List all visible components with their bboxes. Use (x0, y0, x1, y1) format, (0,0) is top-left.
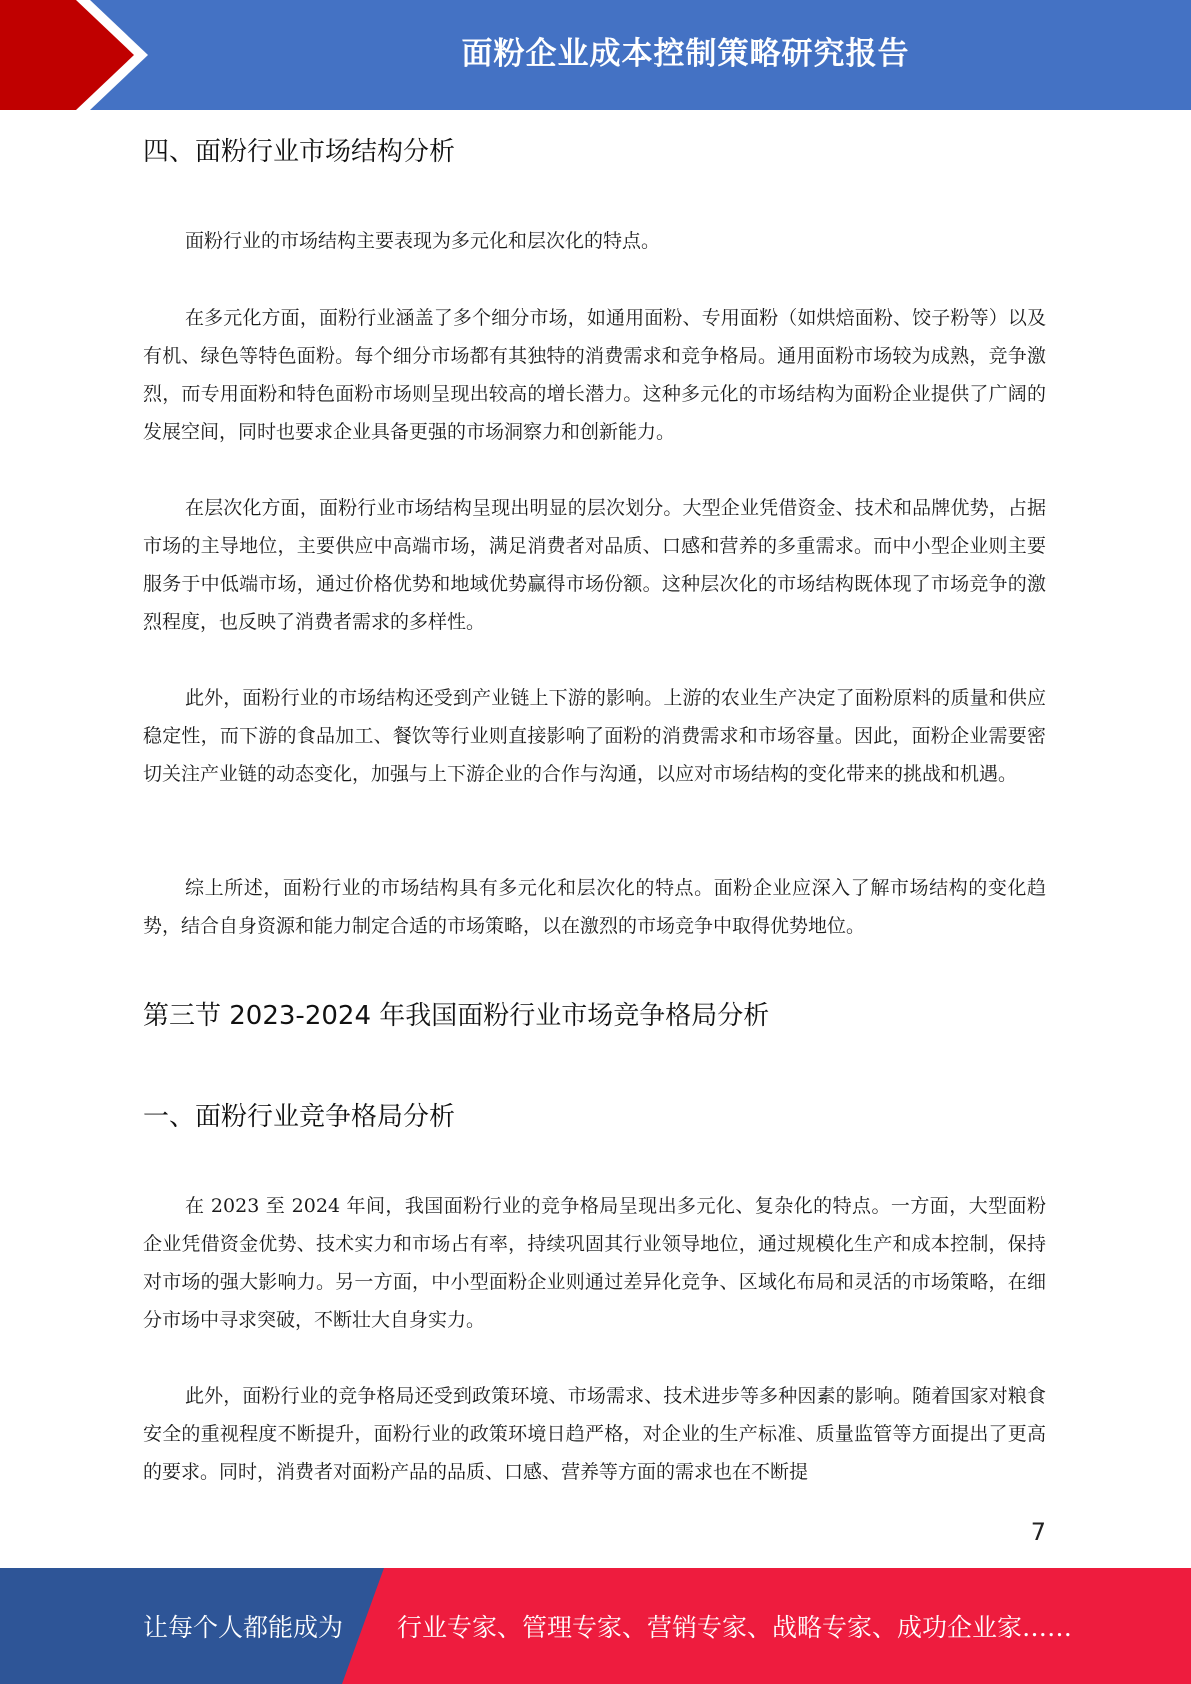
page-footer (0, 1568, 1191, 1684)
paragraph-competition-factors: 此外，面粉行业的竞争格局还受到政策环境、市场需求、技术进步等多种因素的影响。随着国家对粮食安全的重视程度不断提升，面粉行业的政策环境日趋严格，对企业的生产标准、质量监管等方面提出了更高的要求。同时，消费者对面粉产品的品质、口感、营养等方面的需求也在不断提 (143, 1385, 1046, 1483)
footer-slogan-left: 让每个人都能成为 (143, 1613, 344, 1642)
section-heading-competition-2023-2024: 第三节 2023-2024 年我国面粉行业市场竞争格局分析 (143, 1001, 770, 1031)
paragraph-supply-chain: 此外，面粉行业的市场结构还受到产业链上下游的影响。上游的农业生产决定了面粉原料的质量和供应稳定性，而下游的食品加工、餐饮等行业则直接影响了面粉的消费需求和市场容量。因此，面粉企业需要密切关注产业链的动态变化，加强与上下游企业的合作与沟通，以应对市场结构的变化带来的挑战和机遇。 (143, 687, 1046, 785)
section-heading-market-structure: 四、面粉行业市场结构分析 (143, 137, 456, 167)
page-header (0, 0, 1191, 110)
page-number: 7 (1030, 1518, 1046, 1546)
paragraph-competition-overview: 在 2023 至 2024 年间，我国面粉行业的竞争格局呈现出多元化、复杂化的特点。一方面，大型面粉企业凭借资金优势、技术实力和市场占有率，持续巩固其行业领导地位，通过规模化生产和成本控制，保持对市场的强大影响力。另一方面，中小型面粉企业则通过差异化竞争、区域化布局和灵活的市场策略，在细分市场中寻求突破，不断壮大自身实力。 (143, 1195, 1046, 1331)
footer-slogan-right: 行业专家、管理专家、营销专家、战略专家、成功企业家…… (397, 1613, 1073, 1642)
paragraph-summary: 综上所述，面粉行业的市场结构具有多元化和层次化的特点。面粉企业应深入了解市场结构的变化趋势，结合自身资源和能力制定合适的市场策略，以在激烈的市场竞争中取得优势地位。 (143, 877, 1046, 937)
paragraph-diversification: 在多元化方面，面粉行业涵盖了多个细分市场，如通用面粉、专用面粉（如烘焙面粉、饺子粉等）以及有机、绿色等特色面粉。每个细分市场都有其独特的消费需求和竞争格局。通用面粉市场较为成熟，竞争激烈，而专用面粉和特色面粉市场则呈现出较高的增长潜力。这种多元化的市场结构为面粉企业提供了广阔的发展空间，同时也要求企业具备更强的市场洞察力和创新能力。 (143, 307, 1046, 443)
subsection-heading-competition-analysis: 一、面粉行业竞争格局分析 (143, 1102, 456, 1132)
paragraph-intro: 面粉行业的市场结构主要表现为多元化和层次化的特点。 (185, 230, 661, 252)
header-title: 面粉企业成本控制策略研究报告 (461, 35, 910, 72)
header-chevron-decoration (0, 0, 160, 110)
paragraph-stratification: 在层次化方面，面粉行业市场结构呈现出明显的层次划分。大型企业凭借资金、技术和品牌优势，占据市场的主导地位，主要供应中高端市场，满足消费者对品质、口感和营养的多重需求。而中小型企业则主要服务于中低端市场，通过价格优势和地域优势赢得市场份额。这种层次化的市场结构既体现了市场竞争的激烈程度，也反映了消费者需求的多样性。 (143, 497, 1046, 633)
